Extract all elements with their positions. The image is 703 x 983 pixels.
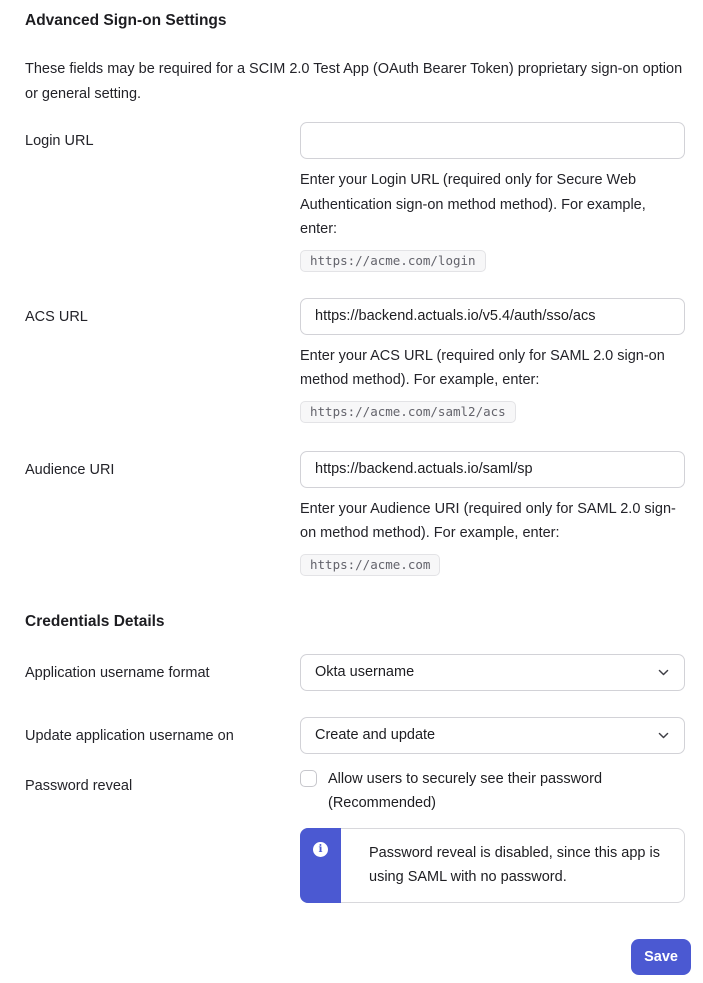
application-username-format-select[interactable] [300, 654, 685, 691]
info-alert-accent-band [300, 828, 341, 903]
field-row-password-reveal [25, 767, 685, 903]
acs-url-input[interactable] [300, 298, 685, 335]
login-url-example-badge: https://acme.com/login [300, 250, 486, 272]
application-username-format-value: Okta username [315, 664, 415, 680]
field-row-acs-url [25, 298, 685, 423]
password-reveal-info-alert [300, 828, 685, 903]
update-application-username-on-value: Create and update [315, 727, 436, 743]
save-button[interactable]: Save [631, 939, 691, 975]
login-url-help: Enter your Login URL (required only for Secure Web Authentication sign-on method method). For example, enter: [300, 172, 646, 237]
field-row-audience-uri [25, 451, 685, 576]
info-alert-text: Password reveal is disabled, since this app is using SAML with no password. [369, 844, 660, 885]
chevron-down-icon [657, 729, 670, 742]
update-application-username-on-label: Update application username on [25, 727, 234, 744]
audience-uri-label: Audience URI [25, 461, 115, 478]
login-url-input[interactable] [300, 122, 685, 159]
section-title-advanced-signon: Advanced Sign-on Settings [25, 12, 227, 29]
chevron-down-icon [657, 666, 670, 679]
acs-url-help: Enter your ACS URL (required only for SAML 2.0 sign-on method method). For example, enter: [300, 347, 665, 388]
form-footer [25, 939, 691, 975]
login-url-label: Login URL [25, 133, 94, 149]
audience-uri-input[interactable] [300, 451, 685, 488]
section-description: These fields may be required for a SCIM 2.0 Test App (OAuth Bearer Token) proprietary sign-on option or general setting. [25, 61, 683, 102]
acs-url-label: ACS URL [25, 308, 88, 325]
update-application-username-on-select[interactable] [300, 717, 685, 754]
audience-uri-help: Enter your Audience URI (required only for SAML 2.0 sign-on method method). For example, enter: [300, 500, 676, 541]
password-reveal-checkbox[interactable] [300, 770, 317, 787]
audience-uri-example-badge: https://acme.com [300, 554, 440, 576]
info-icon: i [313, 842, 328, 857]
password-reveal-label: Password reveal [25, 777, 133, 794]
field-row-login-url [25, 122, 685, 272]
acs-url-example-badge: https://acme.com/saml2/acs [300, 401, 516, 423]
section-title-credentials-details: Credentials Details [25, 612, 165, 630]
password-reveal-checkbox-row [300, 767, 685, 816]
field-row-update-application-username-on [25, 717, 685, 754]
password-reveal-checkbox-label: Allow users to securely see their password (Recommended) [328, 770, 603, 811]
field-row-application-username-format [25, 654, 685, 691]
application-username-format-label: Application username format [25, 664, 210, 681]
